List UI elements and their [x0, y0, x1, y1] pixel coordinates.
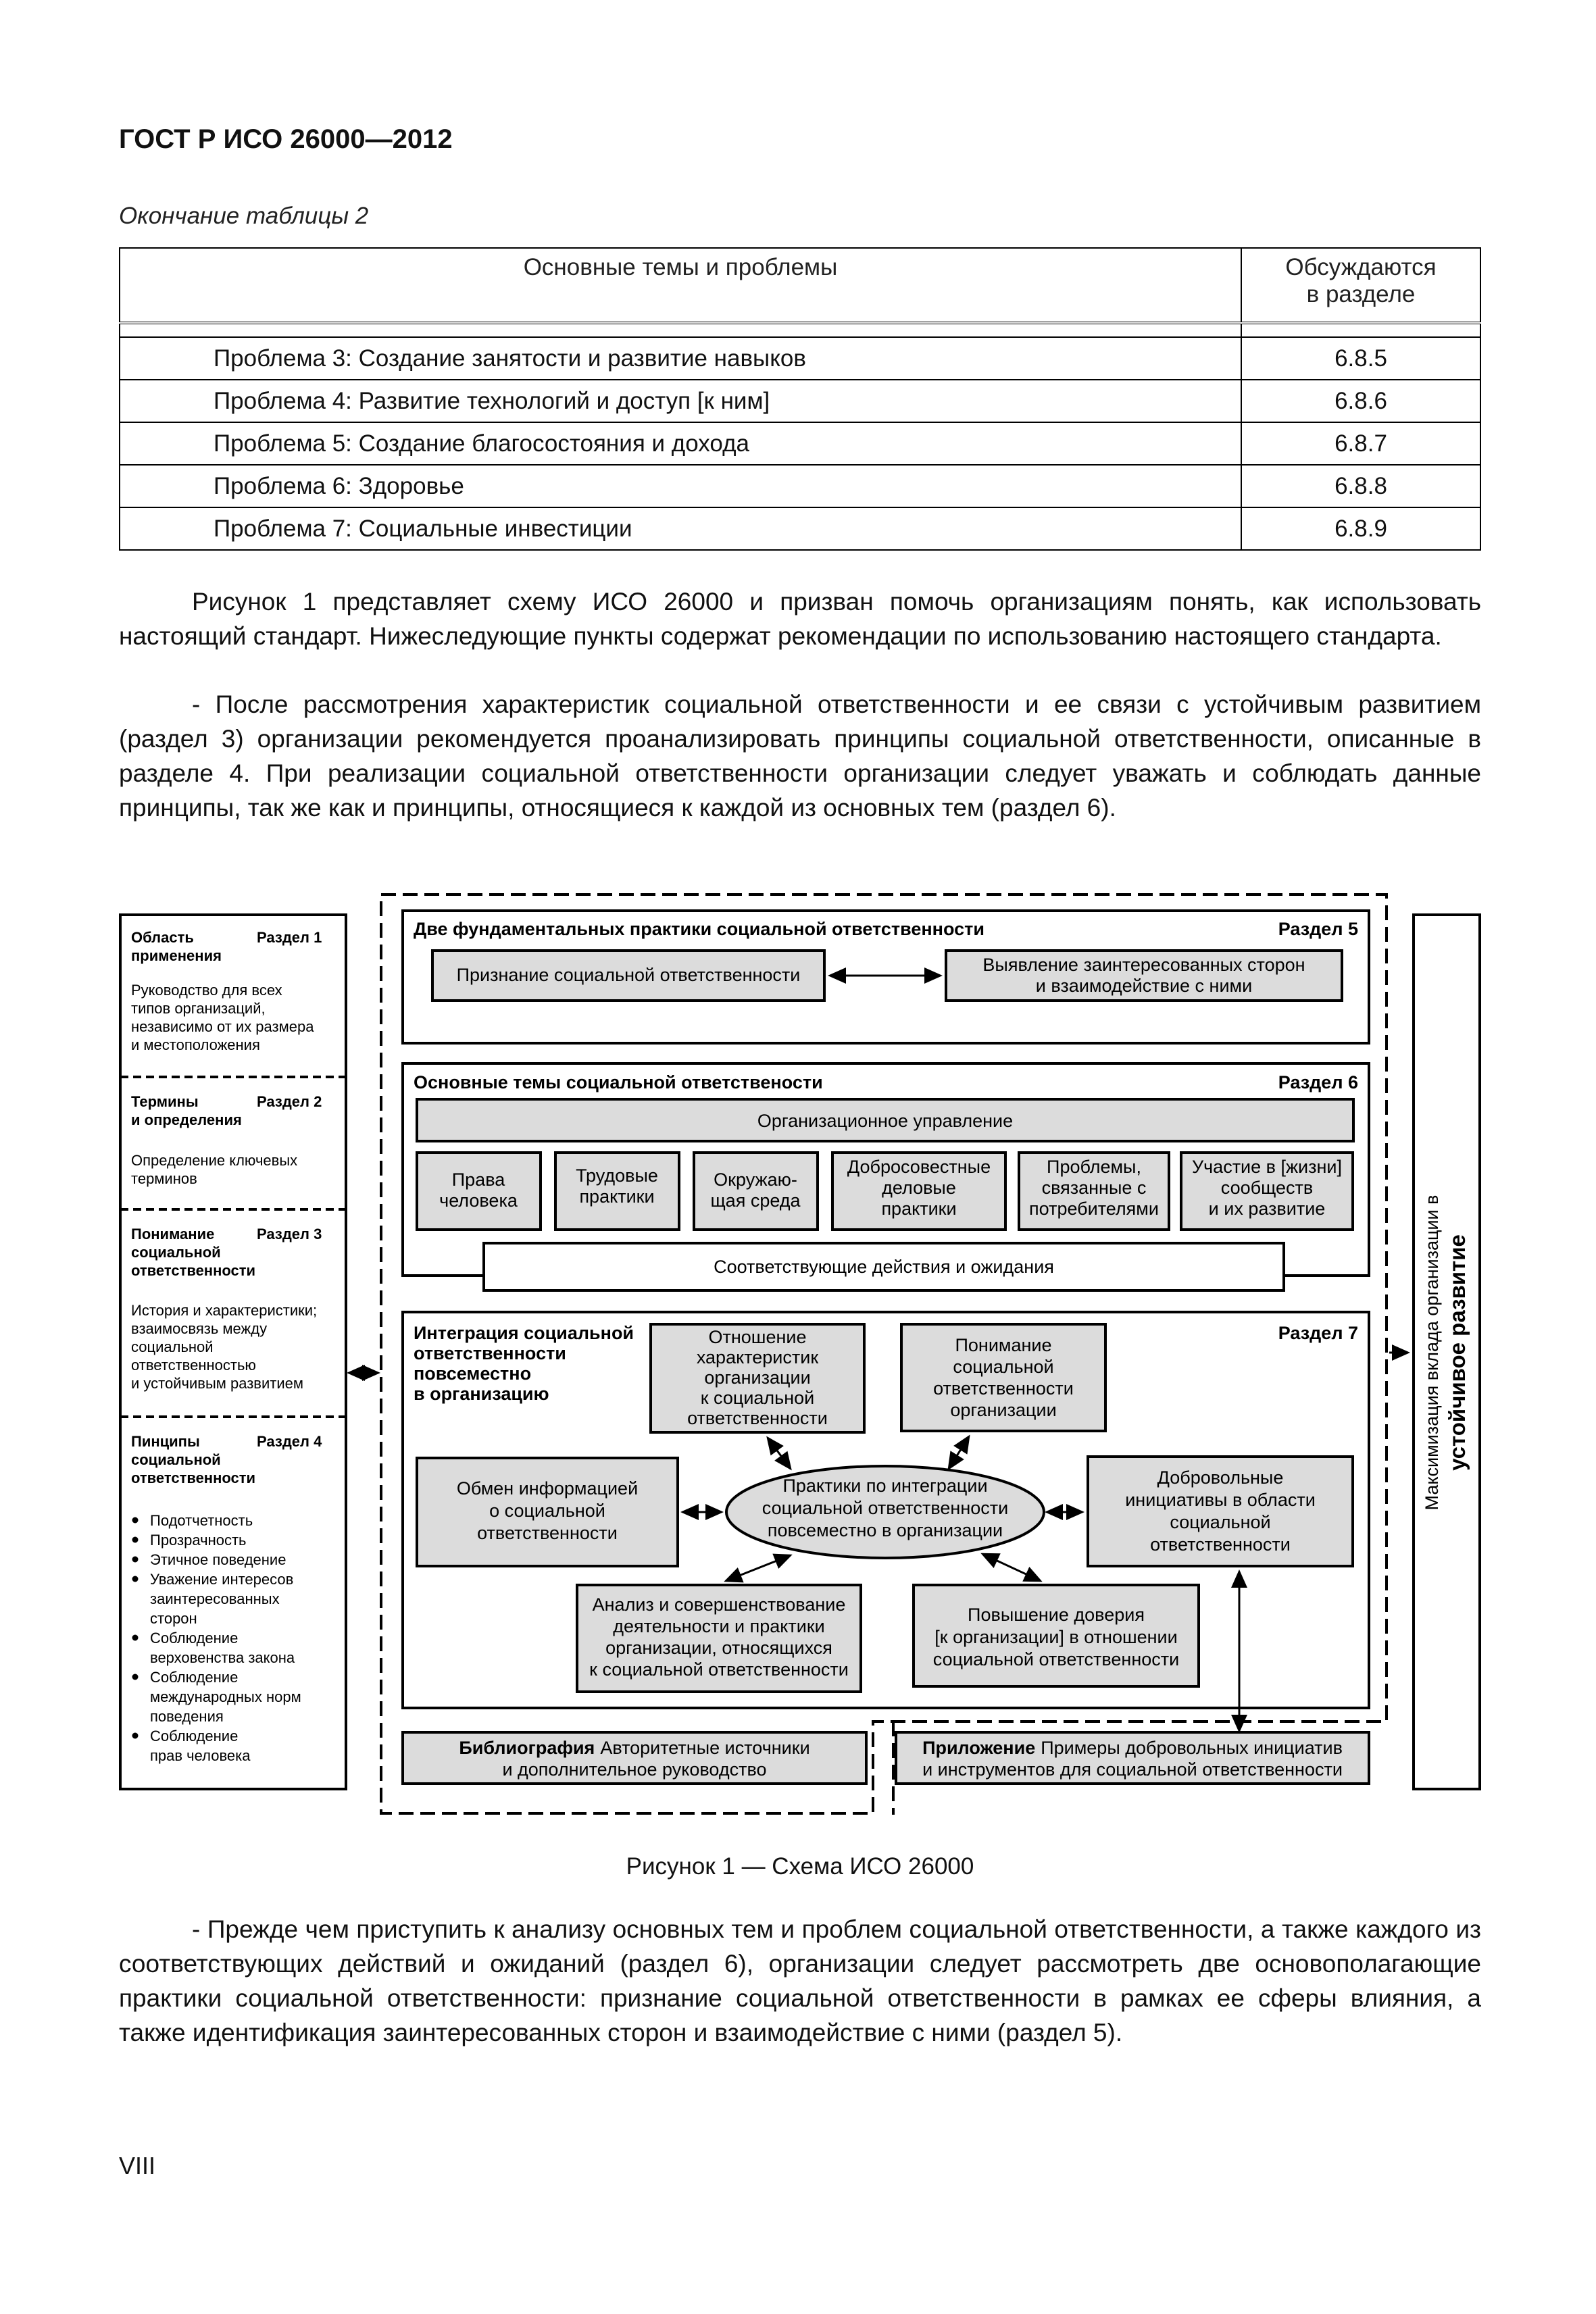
relationship-l3: организации [704, 1367, 811, 1388]
theme-human-rights-l2: человека [439, 1190, 518, 1211]
credibility-l1: Повышение доверия [968, 1605, 1145, 1625]
row-label: Проблема 3: Создание занятости и развитие навыков [120, 337, 1241, 380]
stakeholder-identification-l1: Выявление заинтересованных сторон [982, 955, 1305, 975]
table-header-topics: Основные темы и проблемы [120, 248, 1241, 323]
section-7-title-l2: ответственности [414, 1343, 566, 1363]
section-7-ref: Раздел 7 [1278, 1323, 1358, 1343]
terms-section-ref: Раздел 2 [257, 1093, 322, 1110]
section-7-title-l4: в организацию [414, 1384, 549, 1404]
understanding-org-l2: социальной [953, 1357, 1054, 1377]
understanding-body-l2: взаимосвязь между [131, 1320, 268, 1337]
section-5-title: Две фундаментальных практики социальной ответственности [414, 919, 984, 939]
terms-title-l2: и определения [131, 1111, 242, 1128]
table-header-section-l2: в разделе [1306, 281, 1416, 307]
recognizing-sr: Признание социальной ответственности [456, 965, 801, 985]
principle-item: Прозрачность [150, 1532, 247, 1549]
principle-item-cont: сторон [150, 1610, 197, 1627]
section-6-title: Основные темы социальной ответствености [414, 1072, 823, 1092]
principle-item: Соблюдение [150, 1669, 239, 1686]
reviewing-l3: организации, относящихся [605, 1638, 832, 1658]
principle-item-cont: заинтересованных [150, 1590, 280, 1607]
row-label: Проблема 6: Здоровье [120, 465, 1241, 507]
principles-section-ref: Раздел 4 [257, 1433, 322, 1450]
row-section: 6.8.8 [1241, 465, 1480, 507]
credibility-l2: [к организации] в отношении [934, 1627, 1178, 1647]
annex-text-l2: и инструментов для социальной ответственности [922, 1759, 1343, 1780]
table-caption: Окончание таблицы 2 [119, 203, 369, 229]
annex-box [896, 1732, 1369, 1784]
theme-fair-practices-l2: деловые [882, 1178, 956, 1198]
relationship-l2: характеристик [696, 1347, 819, 1367]
understanding-section-ref: Раздел 3 [257, 1226, 322, 1242]
communication-l2: о социальной [489, 1501, 605, 1521]
sustainable-development-l1: Максимизация вклада организации в [1422, 1194, 1442, 1511]
sustainable-development-l2: устойчивое развитие [1445, 1234, 1470, 1471]
theme-fair-practices-l1: Добросовестные [847, 1157, 991, 1177]
reviewing-l2: деятельности и практики [613, 1616, 825, 1636]
understanding-body-l4: ответственностью [131, 1357, 256, 1374]
scope-body-l1: Руководство для всех [131, 982, 282, 999]
voluntary-initiatives-l2: инициативы в области [1125, 1490, 1316, 1510]
theme-labour-l2: практики [579, 1186, 655, 1207]
understanding-title-l1: Понимание [131, 1226, 215, 1242]
principles-title-l1: Пинципы [131, 1433, 200, 1450]
principle-item: Этичное поведение [150, 1551, 286, 1568]
section-7-title-l3: повсеместно [414, 1363, 532, 1384]
voluntary-initiatives-l3: социальной [1170, 1512, 1271, 1532]
section-6-box [403, 1063, 1369, 1290]
figure-caption: Рисунок 1 — Схема ИСО 26000 [626, 1853, 974, 1880]
reviewing-l4: к социальной ответственности [589, 1659, 849, 1680]
understanding-org-l4: организации [950, 1400, 1057, 1420]
relationship-l1: Отношение [708, 1327, 807, 1347]
terms-title-l1: Термины [131, 1093, 199, 1110]
relationship-l5: ответственности [687, 1408, 828, 1428]
understanding-body-l5: и устойчивым развитием [131, 1375, 304, 1392]
theme-consumers-l2: связанные с [1041, 1178, 1147, 1198]
theme-community-l1: Участие в [жизни] [1191, 1157, 1343, 1177]
scope-section-ref: Раздел 1 [257, 929, 322, 946]
page-number: VIII [119, 2152, 156, 2180]
theme-community-l2: сообществ [1220, 1178, 1314, 1198]
integration-practices-l1: Практики по интеграции [782, 1476, 988, 1496]
relationship-l4: к социальной [700, 1388, 815, 1408]
row-label: Проблема 5: Создание благосостояния и дохода [120, 422, 1241, 465]
integration-practices-l3: повсеместно в организации [767, 1520, 1003, 1540]
understanding-body-l1: История и характеристики; [131, 1302, 318, 1319]
annex-text-l1: Примеры добровольных инициатив [1041, 1738, 1343, 1758]
reviewing-l1: Анализ и совершенствование [592, 1594, 846, 1615]
theme-human-rights-l1: Права [451, 1169, 505, 1190]
bibliography-label: Библиография [459, 1738, 595, 1758]
principle-item-cont: прав человека [150, 1747, 251, 1764]
bibliography-box [403, 1732, 866, 1784]
principle-item-cont: поведения [150, 1708, 224, 1725]
principle-item: Соблюдение [150, 1630, 239, 1646]
annex-label: Приложение [922, 1738, 1036, 1758]
principle-item: Уважение интересов [150, 1571, 294, 1588]
principle-item: Подотчетность [150, 1512, 253, 1529]
principle-item-cont: международных норм [150, 1688, 301, 1705]
left-column-sections [120, 915, 346, 1789]
scope-body-l2: типов организаций, [131, 1000, 266, 1017]
document-header: ГОСТ Р ИСО 26000—2012 [119, 124, 453, 154]
organizational-governance: Организационное управление [757, 1111, 1014, 1131]
principles-title-l3: ответственности [131, 1469, 256, 1486]
theme-community-l3: и их развитие [1208, 1199, 1326, 1219]
section-7-box [403, 1312, 1369, 1731]
voluntary-initiatives-l4: ответственности [1150, 1534, 1291, 1555]
theme-fair-practices-l3: практики [881, 1199, 957, 1219]
understanding-org-l1: Понимание [955, 1335, 1052, 1355]
communication-l1: Обмен информацией [456, 1478, 639, 1499]
theme-environment-l1: Окружаю- [714, 1169, 797, 1190]
sustainable-development-box [1414, 915, 1480, 1789]
credibility-l3: социальной ответственности [932, 1649, 1180, 1669]
paragraph-2: - После рассмотрения характеристик социальной ответственности и ее связи с устойчивым развитием (раздел 3) организации рекомендуется проанализировать принципы социальной ответственности, описанные в разделе 4. При реализации социальной ответственности организации следует уважать и соблюдать данные принципы, так же как и принципы, относящиеся к каждой из основных тем (раздел 6). [119, 690, 1481, 822]
row-label: Проблема 7: Социальные инвестиции [120, 507, 1241, 550]
principle-item-cont: верховенства закона [150, 1649, 295, 1666]
theme-consumers-l3: потребителями [1029, 1199, 1159, 1219]
understanding-org-l3: ответственности [933, 1378, 1074, 1399]
svg-text:ПриложениеПримеры добровольных [922, 1738, 1343, 1758]
section-5-box [403, 911, 1369, 1043]
understanding-title-l3: ответственности [131, 1262, 256, 1279]
stakeholder-identification-l2: и взаимодействие с ними [1035, 976, 1253, 996]
scope-title-l2: применения [131, 947, 222, 964]
row-section: 6.8.6 [1241, 380, 1480, 422]
svg-text:БиблиографияАвторитетные источ [459, 1738, 809, 1758]
paragraph-1: Рисунок 1 представляет схему ИСО 26000 и призван помочь организациям понять, как использовать настоящий стандарт. Нижеследующие пункты содержат рекомендации по использованию настоящего стандарта. [119, 588, 1481, 650]
scope-body-l4: и местоположения [131, 1036, 260, 1053]
row-section: 6.8.7 [1241, 422, 1480, 465]
theme-environment-l2: щая среда [710, 1190, 801, 1211]
bibliography-text-l2: и дополнительное руководство [502, 1759, 767, 1780]
communication-l3: ответственности [477, 1523, 618, 1543]
theme-labour-l1: Трудовые [576, 1165, 658, 1186]
understanding-body-l3: социальной [131, 1338, 214, 1355]
section-7-title-l1: Интеграция социальной [414, 1323, 634, 1343]
principle-item: Соблюдение [150, 1728, 239, 1744]
integration-practices-l2: социальной ответственности [762, 1498, 1009, 1518]
theme-consumers-l1: Проблемы, [1047, 1157, 1141, 1177]
section-5-ref: Раздел 5 [1278, 919, 1358, 939]
related-actions: Соответствующие действия и ожидания [714, 1257, 1054, 1277]
row-label: Проблема 4: Развитие технологий и доступ [к ним] [120, 380, 1241, 422]
principles-title-l2: социальной [131, 1451, 221, 1468]
row-section: 6.8.5 [1241, 337, 1480, 380]
section-6-ref: Раздел 6 [1278, 1072, 1358, 1092]
understanding-title-l2: социальной [131, 1244, 221, 1261]
table-header-section-l1: Обсуждаются [1285, 254, 1437, 280]
terms-body-l1: Определение ключевых [131, 1152, 298, 1169]
terms-body-l2: терминов [131, 1170, 197, 1187]
scope-body-l3: независимо от их размера [131, 1018, 314, 1035]
principles-list [132, 1512, 301, 1764]
row-section: 6.8.9 [1241, 507, 1480, 550]
bibliography-text-l1: Авторитетные источники [600, 1738, 810, 1758]
paragraph-3: - Прежде чем приступить к анализу основных тем и проблем социальной ответственности, а также каждого из соответствующих действий и ожиданий (раздел 6), организации следует рассмотреть две основополагающие практики социальной ответственности: признание социальной ответственности в рамках ее сферы влияния, а также идентификация заинтересованных сторон и взаимодействие с ними (раздел 5). [119, 1915, 1481, 2046]
scope-title-l1: Область [131, 929, 194, 946]
voluntary-initiatives-l1: Добровольные [1157, 1467, 1284, 1488]
